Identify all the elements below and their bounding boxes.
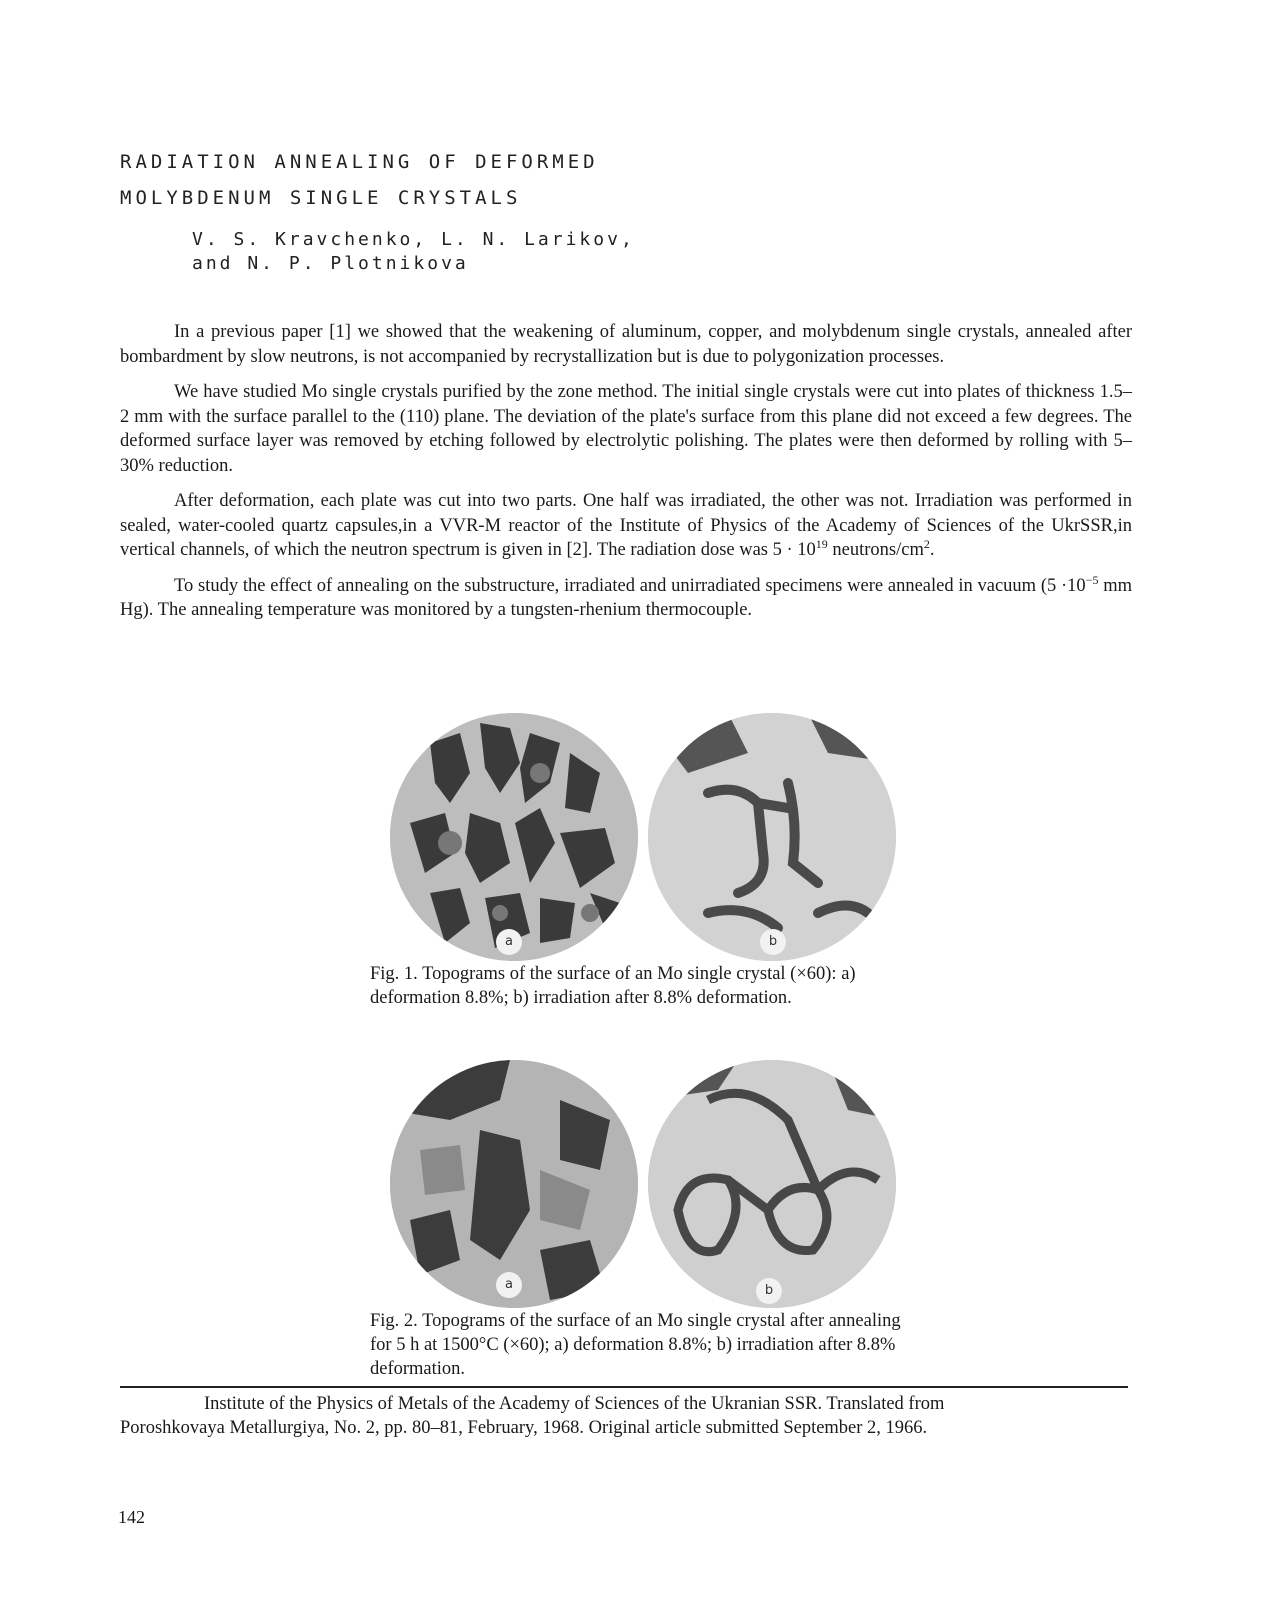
authors-line-1: V. S. Kravchenko, L. N. Larikov,: [192, 229, 635, 250]
article-title: [120, 144, 599, 216]
dose-exponent: 19: [815, 536, 828, 551]
paragraph-3: [120, 489, 1132, 563]
authors-line-2: and N. P. Plotnikova: [192, 253, 469, 274]
paragraph-3-tail: .: [929, 540, 935, 560]
paragraph-2: We have studied Mo single crystals purified by the zone method. The initial single crystals were cut into plates of thickness 1.5–2 mm with the surface parallel to the (110) plane. The deviation of the plate's surface from this plane did not exceed a few degrees. The deformed surface layer was removed by etching followed by electrolytic polishing. The plates were then deformed by rolling with 5–30% reduction.: [120, 382, 1132, 476]
page-number: 142: [118, 1507, 145, 1527]
paragraph-1: In a previous paper [1] we showed that the weakening of aluminum, copper, and molybdenum single crystals, annealed after bombardment by slow neutrons, is not accompanied by recrystallization but is due to polygonization processes.: [120, 322, 1132, 367]
figure-1-caption: Fig. 1. Topograms of the surface of an Mo single crystal (×60): a) deformation 8.8%; b) irradiation after 8.8% deformation.: [370, 964, 856, 1008]
figure-2a-label: a: [496, 1272, 522, 1298]
pressure-exponent: −5: [1085, 572, 1099, 587]
footnote-line-1: Institute of the Physics of Metals of the Academy of Sciences of the Ukranian SSR. Translated from: [204, 1394, 945, 1414]
figure-2-caption: Fig. 2. Topograms of the surface of an Mo single crystal after annealing for 5 h at 1500°C (×60); a) deformation 8.8%; b) irradiation after 8.8% deformation.: [370, 1311, 901, 1379]
figure-2b-label: b: [756, 1278, 782, 1304]
figure-2b-micrograph: [648, 1060, 896, 1308]
paragraph-4-end: mm Hg). The annealing temperature was monitored by a tungsten-rhenium thermocouple.: [120, 575, 1133, 620]
paragraph-4: [120, 574, 1132, 623]
figure-1b-label: b: [760, 929, 786, 955]
title-line-1: RADIATION ANNEALING OF DEFORMED: [120, 151, 599, 173]
footnote: [120, 1392, 1140, 1440]
paragraph-4-text: To study the effect of annealing on the substructure, irradiated and unirradiated specimens were annealed in vacuum (5 ·10: [174, 575, 1086, 596]
paragraph-3-units: neutrons/cm: [827, 540, 924, 560]
title-line-2: MOLYBDENUM SINGLE CRYSTALS: [120, 187, 522, 209]
figure-1a-micrograph: [390, 713, 638, 961]
footnote-line-2: Poroshkovaya Metallurgiya, No. 2, pp. 80–81, February, 1968. Original article submitted September 2, 1966.: [120, 1418, 928, 1438]
figure-1b-micrograph: [648, 713, 896, 961]
article-body: [120, 320, 1132, 634]
figure-2a-micrograph: [390, 1060, 638, 1308]
paragraph-3-text: After deformation, each plate was cut into two parts. One half was irradiated, the other was not. Irradiation was performed in sealed, water-cooled quartz capsules,in a VVR-M reactor of the Institute of Physics of the Academy of Sciences of the UkrSSR,in vertical channels, of which the neutron spectrum is given in [2]. The radiation dose was 5 · 10: [120, 491, 1132, 560]
figure-1a-label: a: [496, 929, 522, 955]
area-exponent: 2: [923, 536, 930, 551]
footnote-divider: [120, 1386, 1128, 1388]
authors: [192, 228, 635, 276]
